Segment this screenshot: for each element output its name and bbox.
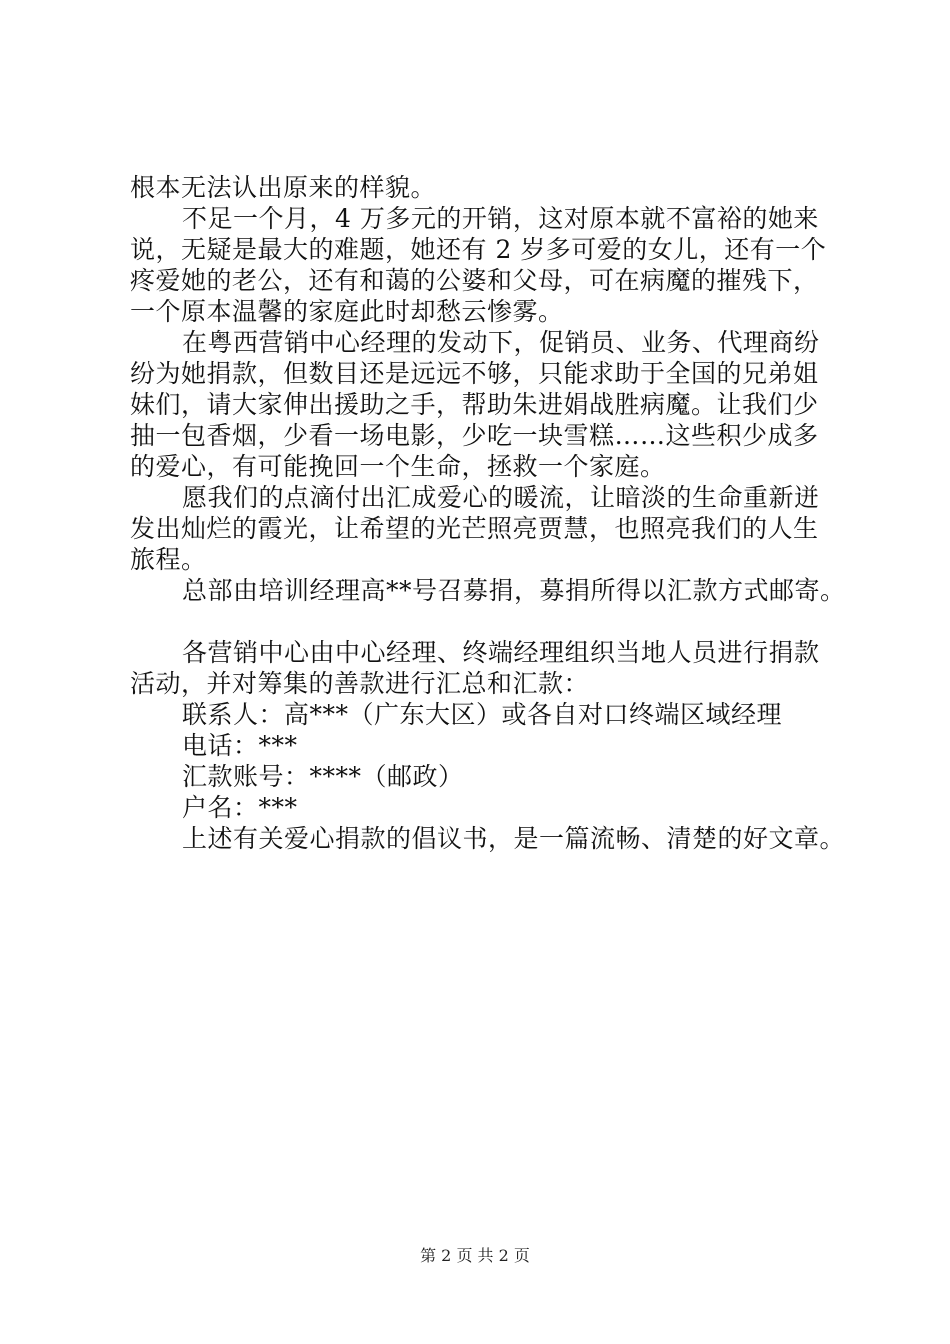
account-number-line: 汇款账号：****（邮政） [182,762,464,791]
text-line: 旅程。 [130,545,207,574]
text-line: 纷为她捐款，但数目还是远远不够，只能求助于全国的兄弟姐 [130,359,819,388]
phone-line: 电话：*** [182,731,298,760]
page-number-footer: 第 2 页 共 2 页 [420,1246,530,1265]
paragraph-start-line: 各营销中心由中心经理、终端经理组织当地人员进行捐款 [182,638,820,667]
text-line: 发出灿烂的霞光，让希望的光芒照亮贾慧，也照亮我们的人生 [130,514,819,543]
paragraph-start-line: 不足一个月，4 万多元的开销，这对原本就不富裕的她来 [182,204,819,233]
closing-line: 上述有关爱心捐款的倡议书，是一篇流畅、清楚的好文章。 [182,824,846,853]
paragraph-start-line: 在粤西营销中心经理的发动下，促销员、业务、代理商纷 [182,328,820,357]
contact-person-line: 联系人：高***（广东大区）或各自对口终端区域经理 [182,700,783,729]
text-line: 妹们，请大家伸出援助之手，帮助朱进娟战胜病魔。让我们少 [130,390,819,419]
blank-line [130,606,850,637]
text-line: 说，无疑是最大的难题，她还有 2 岁多可爱的女儿，还有一个 [130,235,827,264]
text-line: 根本无法认出原来的样貌。 [130,173,437,202]
text-line: 一个原本温馨的家庭此时却愁云惨雾。 [130,297,564,326]
paragraph-start-line: 总部由培训经理高**号召募捐，募捐所得以汇款方式邮寄。 [182,576,846,605]
text-line: 疼爱她的老公，还有和蔼的公婆和父母，可在病魔的摧残下， [130,266,819,295]
text-line: 抽一包香烟，少看一场电影，少吃一块雪糕……这些积少成多 [130,421,819,450]
paragraph-start-line: 愿我们的点滴付出汇成爱心的暖流，让暗淡的生命重新迸 [182,483,820,512]
account-name-line: 户名：*** [182,793,298,822]
text-line: 活动，并对筹集的善款进行汇总和汇款： [130,669,590,698]
text-line: 的爱心，有可能挽回一个生命，拯救一个家庭。 [130,452,666,481]
document-body [130,172,850,854]
